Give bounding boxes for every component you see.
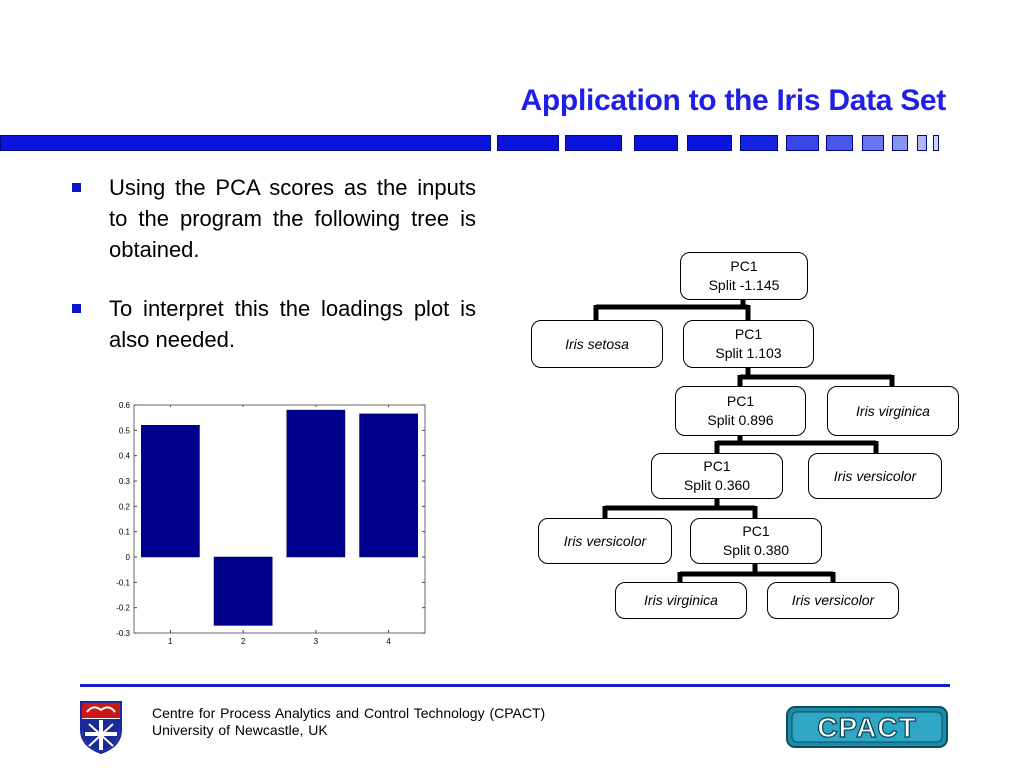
node-split: Split 1.103 <box>715 345 782 361</box>
node-label: PC1 <box>734 326 763 342</box>
node-split: Split 0.360 <box>683 477 751 493</box>
bullet-text: Using the PCA scores as the inputs to the program the following tree is obtained. <box>109 175 476 262</box>
footer-divider <box>80 684 950 687</box>
bar-loading-3 <box>287 410 345 557</box>
bar-loading-1 <box>141 425 199 557</box>
y-tick-label: -0.3 <box>116 629 130 638</box>
y-tick-label: 0 <box>125 553 130 562</box>
footer-centre-name: Centre for Process Analytics and Control Technology (CPACT) <box>152 705 546 721</box>
leaf-label: Iris setosa <box>565 335 629 352</box>
node-split: Split -1.145 <box>708 277 780 293</box>
university-crest-icon <box>79 700 123 754</box>
y-tick-label: 0.6 <box>118 401 130 410</box>
y-tick-label: 0.4 <box>118 451 130 461</box>
node-split: Split 0.380 <box>722 542 790 558</box>
leaf-label: Iris versicolor <box>791 592 875 608</box>
y-tick-label: -0.1 <box>116 578 130 588</box>
footer-text <box>152 705 545 739</box>
leaf-label: Iris virginica <box>856 402 930 419</box>
leaf-label: Iris virginica <box>644 592 718 608</box>
y-tick-label: 0.1 <box>118 527 130 537</box>
cpact-logo <box>786 706 948 748</box>
logo-text: CPACT <box>817 712 917 743</box>
node-label: PC1 <box>730 258 758 274</box>
x-tick-label: 3 <box>313 637 319 646</box>
leaf-label: Iris versicolor <box>833 467 917 484</box>
node-label: PC1 <box>742 523 770 539</box>
y-tick-label: 0.5 <box>118 426 130 436</box>
leaf-label: Iris versicolor <box>563 532 647 549</box>
x-tick-label: 1 <box>168 637 173 646</box>
footer-university: University of Newcastle, UK <box>152 722 328 738</box>
slide-title: Application to the Iris Data Set <box>520 84 946 117</box>
bar-loading-4 <box>360 414 418 557</box>
bullet-text: To interpret this the loadings plot is also needed. <box>109 296 476 352</box>
x-tick-label: 4 <box>386 637 391 646</box>
node-label: PC1 <box>703 458 731 474</box>
y-tick-label: 0.2 <box>118 502 130 512</box>
x-tick-label: 2 <box>240 637 246 646</box>
y-tick-label: 0.3 <box>118 477 130 486</box>
y-tick-label: -0.2 <box>116 603 130 613</box>
node-split: Split 0.896 <box>707 412 774 428</box>
bar-loading-2 <box>214 557 272 625</box>
node-label: PC1 <box>726 393 755 409</box>
